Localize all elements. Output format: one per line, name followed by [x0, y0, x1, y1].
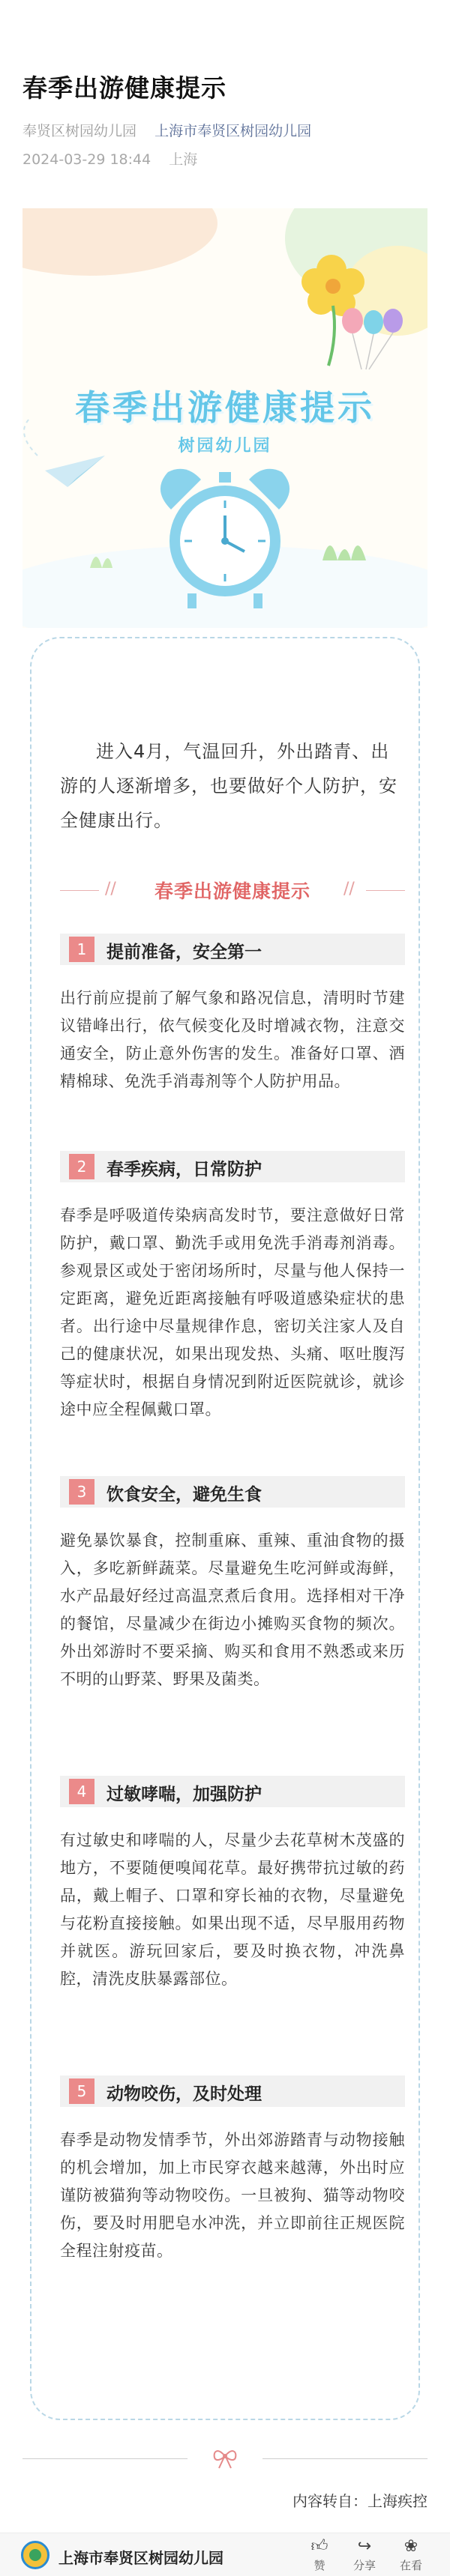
- share-button[interactable]: [346, 2536, 382, 2573]
- section-heading-text: 春季出游健康提示: [154, 880, 310, 902]
- footer-account-name[interactable]: 上海市奉贤区树园幼儿园: [58, 2549, 224, 2567]
- item-body-2: 春季是呼吸道传染病高发时节，要注意做好日常防护，戴口罩、勤洗手或用免洗手消毒剂消毒。参观景区或处于密闭场所时，尽量与他人保持一定距离，避免近距离接触有呼吸道感染症状的患者。出行途中尽量规律作息，密切关注家人及自己的健康状况，如果出现发热、头痛、呕吐腹泻等症状时，根据自身情况到附近医院就诊，就诊途中应全程佩戴口罩。: [60, 1206, 405, 1418]
- item-header-4: [60, 1776, 405, 1807]
- heading-line-right: [366, 890, 405, 891]
- wow-button[interactable]: [393, 2536, 429, 2573]
- item-body-1: 出行前应提前了解气象和路况信息，清明时节建议错峰出行，依气候变化及时增减衣物，注意交通安全，防止意外伤害的发生。准备好口罩、酒精棉球、免洗手消毒剂等个人防护用品。: [60, 989, 405, 1090]
- slash-decor-right: //: [344, 880, 355, 898]
- item-number-badge: 2: [69, 1154, 94, 1179]
- banner-image: [22, 208, 428, 628]
- slash-decor-left: //: [105, 880, 116, 898]
- article-publish-info: [22, 148, 197, 169]
- publish-datetime: 2024-03-29 18:44: [22, 151, 152, 168]
- footer-bar: [0, 2533, 450, 2576]
- publish-location: 上海: [169, 151, 198, 168]
- divider-line-right: [262, 2458, 428, 2459]
- item-header-2: [60, 1151, 405, 1182]
- share-icon: ↪: [357, 2537, 372, 2556]
- article-author: 奉贤区树园幼儿园: [22, 123, 137, 139]
- wow-label: 在看: [399, 2559, 422, 2572]
- item-number-badge: 1: [69, 937, 94, 962]
- item-number-badge: 4: [69, 1779, 94, 1804]
- item-title: 饮食安全，避免生食: [106, 1485, 262, 1505]
- item-number-badge: 5: [69, 2078, 94, 2104]
- account-avatar[interactable]: [21, 2541, 50, 2569]
- account-link[interactable]: 上海市奉贤区树园幼儿园: [154, 123, 312, 139]
- item-header-3: [60, 1476, 405, 1508]
- item-title: 动物咬伤，及时处理: [106, 2084, 262, 2104]
- like-button[interactable]: [302, 2536, 338, 2573]
- intro-paragraph: 进入4月，气温回升，外出踏青、出游的人逐渐增多，也要做好个人防护，安全健康出行。: [60, 741, 398, 831]
- item-body-5: 春季是动物发情季节，外出郊游踏青与动物接触的机会增加，加上市民穿衣越来越薄，外出时应谨防被猫狗等动物咬伤。一旦被狗、猫等动物咬伤，要及时用肥皂水冲洗，并立即前往正规医院全程注射疫苗。: [60, 2131, 405, 2260]
- bow-divider: [22, 2444, 428, 2474]
- banner-title: 春季出游健康提示: [75, 387, 375, 428]
- item-title: 春季疾病，日常防护: [106, 1160, 262, 1179]
- item-header-5: [60, 2075, 405, 2107]
- item-title: 过敏哮喘，加强防护: [106, 1785, 262, 1804]
- article-title: 春季出游健康提示: [22, 73, 226, 103]
- article-meta: [22, 120, 311, 140]
- wow-icon: ❀: [404, 2537, 418, 2556]
- thumb-up-icon: 👍︎: [310, 2537, 328, 2556]
- item-title: 提前准备，安全第一: [106, 943, 262, 962]
- item-header-1: [60, 934, 405, 965]
- item-body-3: 避免暴饮暴食，控制重麻、重辣、重油食物的摄入，多吃新鲜蔬菜。尽量避免生吃河鲜或海鲜，水产品最好经过高温烹煮后食用。选择相对干净的餐馆，尽量减少在街边小摊购买食物的频次。外出郊游时不要采摘、购买和食用不熟悉或来历不明的山野菜、野果及菌类。: [60, 1532, 405, 1688]
- bow-icon: [212, 2444, 238, 2471]
- content-source: 内容转自：上海疾控: [292, 2492, 428, 2510]
- divider-line-left: [22, 2458, 188, 2459]
- share-label: 分享: [352, 2559, 376, 2572]
- item-number-badge: 3: [69, 1479, 94, 1505]
- section-heading: [60, 875, 405, 905]
- banner-subtitle: 树园幼儿园: [178, 437, 272, 456]
- item-body-4: 有过敏史和哮喘的人，尽量少去花草树木茂盛的地方，不要随便嗅闻花草。最好携带抗过敏的药品，戴上帽子、口罩和穿长袖的衣物，尽量避免与花粉直接接触。如果出现不适，尽早服用药物并就医。游玩回家后，要及时换衣物，冲洗鼻腔，清洗皮肤暴露部位。: [60, 1831, 405, 1988]
- balloons-icon: [342, 308, 403, 369]
- like-label: 赞: [314, 2559, 326, 2572]
